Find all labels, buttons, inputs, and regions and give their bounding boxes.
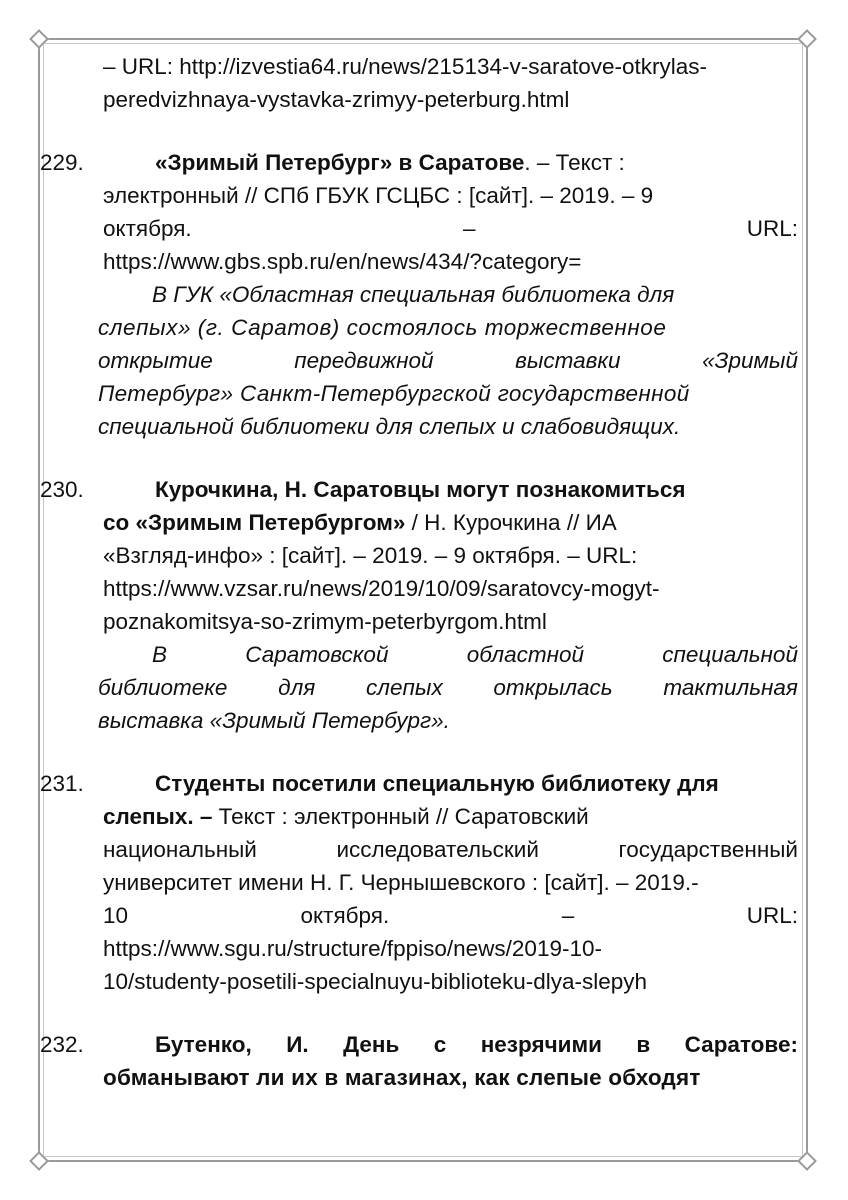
entry-number: 229. [40, 150, 84, 175]
annotation-word: открытие [98, 348, 213, 373]
entry-word: государственный [618, 837, 798, 862]
annotation-word: Саратовской [245, 642, 389, 667]
annotation-word: специальной [662, 642, 798, 667]
previous-entry-tail [40, 50, 798, 116]
url-link[interactable]: https://www.gbs.spb.ru/en/news/434/?category= [103, 249, 582, 274]
entry-text: URL: [746, 216, 798, 241]
url-link[interactable]: – URL: http://izvestia64.ru/news/215134-v-saratove-otkrylas- [103, 54, 708, 79]
annotation-word: В [152, 642, 168, 667]
annotation-word: слепых [366, 675, 443, 700]
annotation-line: специальной библиотеки для слепых и слабовидящих. [98, 414, 681, 439]
entry-text: электронный // СПб ГБУК ГСЦБС : [сайт]. – 2019. – 9 [103, 183, 654, 208]
annotation-line: выставка «Зримый Петербург». [98, 708, 450, 733]
entry-text: 10 [103, 903, 129, 928]
entry-title: «Зримый Петербург» в Саратове [155, 150, 525, 175]
entry-title: обманывают ли их в магазинах, как слепые обходят [103, 1065, 701, 1090]
document-page [40, 50, 798, 1094]
bibliography-entry-231 [40, 767, 798, 998]
entry-title-word: И. [286, 1032, 309, 1057]
annotation-word: областной [466, 642, 584, 667]
entry-text: / Н. Курочкина // ИА [405, 510, 617, 535]
annotation-word: «Зримый [702, 348, 798, 373]
entry-number: 231. [40, 771, 84, 796]
entry-title: Курочкина, Н. Саратовцы могут познакомиться [155, 477, 686, 502]
annotation-word: тактильная [663, 675, 798, 700]
entry-number: 230. [40, 477, 84, 502]
entry-number: 232. [40, 1032, 84, 1057]
entry-text: – [462, 216, 476, 241]
url-link[interactable]: peredvizhnaya-vystavka-zrimyy-peterburg.html [103, 87, 570, 112]
entry-title: со «Зримым Петербургом» [103, 510, 406, 535]
bibliography-entry-232 [40, 1028, 798, 1094]
entry-title: Студенты посетили специальную библиотеку для [155, 771, 719, 796]
annotation-line: слепых» (г. Саратов) состоялось торжественное [98, 315, 667, 340]
entry-text: университет имени Н. Г. Чернышевского : [сайт]. – 2019.- [103, 870, 699, 895]
entry-word: национальный [103, 837, 257, 862]
entry-title-word: Саратове: [684, 1032, 798, 1057]
entry-word: исследовательский [336, 837, 539, 862]
entry-text: «Взгляд-инфо» : [сайт]. – 2019. – 9 октября. – URL: [103, 543, 638, 568]
bibliography-entry-229 [40, 146, 798, 443]
annotation-word: библиотеке [98, 675, 228, 700]
entry-text: URL: [746, 903, 798, 928]
entry-title-word: Бутенко, [155, 1032, 252, 1057]
entry-text: . – Текст : [524, 150, 625, 175]
entry-title-word: в [636, 1032, 651, 1057]
annotation-word: открылась [493, 675, 613, 700]
annotation-line: Петербург» Санкт-Петербургской государственной [98, 381, 690, 406]
annotation-word: для [278, 675, 316, 700]
entry-text: октября. [300, 903, 390, 928]
annotation-word: передвижной [294, 348, 434, 373]
url-link[interactable]: https://www.vzsar.ru/news/2019/10/09/saratovcy-mogyt- [103, 576, 660, 601]
entry-title-word: незрячими [480, 1032, 602, 1057]
entry-text: – [561, 903, 575, 928]
bibliography-entry-230 [40, 473, 798, 737]
entry-title-word: с [433, 1032, 447, 1057]
url-link[interactable]: poznakomitsya-so-zrimym-peterbyrgom.html [103, 609, 547, 634]
entry-title: слепых. – [103, 804, 213, 829]
annotation-word: выставки [515, 348, 621, 373]
url-link[interactable]: 10/studenty-posetili-specialnuyu-biblioteku-dlya-slepyh [103, 969, 648, 994]
entry-text: октября. [103, 216, 192, 241]
url-link[interactable]: https://www.sgu.ru/structure/fppiso/news/2019-10- [103, 936, 602, 961]
entry-title-word: День [343, 1032, 400, 1057]
annotation-line: В ГУК «Областная специальная библиотека для [152, 282, 675, 307]
entry-text: Текст : электронный // Саратовский [212, 804, 589, 829]
